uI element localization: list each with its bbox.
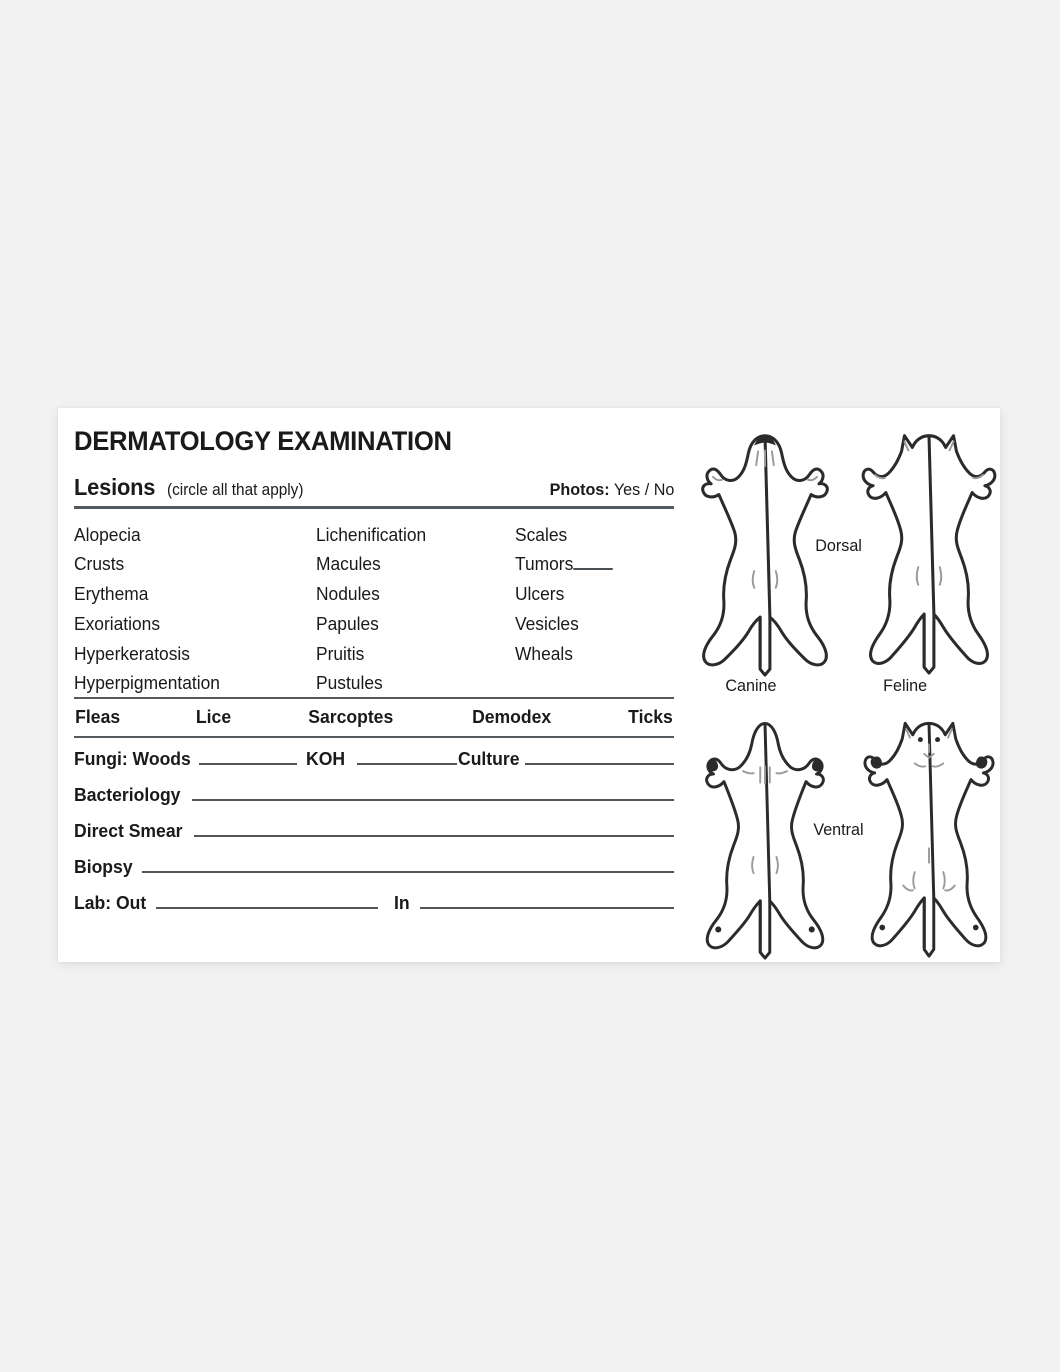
fill-in-lines bbox=[74, 748, 674, 928]
form-panel bbox=[74, 422, 678, 948]
photos-field[interactable] bbox=[549, 480, 674, 500]
lesion-item[interactable]: Exoriations bbox=[74, 612, 161, 634]
lesions-header-row bbox=[74, 474, 674, 501]
parasite-item[interactable]: Fleas bbox=[75, 706, 121, 727]
photos-options[interactable]: Yes / No bbox=[613, 480, 674, 499]
bacteriology-label: Bacteriology bbox=[74, 784, 181, 805]
direct-smear-blank[interactable] bbox=[194, 820, 674, 837]
parasite-item[interactable]: Sarcoptes bbox=[308, 706, 394, 727]
bacteriology-row bbox=[74, 784, 674, 820]
feline-ventral-diagram[interactable] bbox=[854, 710, 1004, 958]
tumors-blank[interactable] bbox=[573, 555, 612, 570]
page-title: DERMATOLOGY EXAMINATION bbox=[74, 426, 452, 456]
lesion-column-3 bbox=[515, 520, 619, 669]
parasite-item[interactable]: Demodex bbox=[471, 706, 551, 727]
parasite-item[interactable]: Lice bbox=[196, 706, 232, 727]
lesion-item[interactable]: Vesicles bbox=[515, 612, 579, 634]
lesion-item[interactable]: Nodules bbox=[316, 583, 380, 605]
lesions-heading-group bbox=[74, 474, 313, 501]
lesion-item[interactable]: Erythema bbox=[74, 583, 149, 605]
lesion-item[interactable]: Macules bbox=[316, 553, 381, 575]
lesion-item[interactable]: Lichenification bbox=[316, 523, 427, 545]
lab-in-label: In bbox=[394, 892, 410, 913]
biopsy-row bbox=[74, 856, 674, 892]
bacteriology-blank[interactable] bbox=[192, 784, 674, 801]
fungi-woods-label: Fungi: Woods bbox=[74, 748, 191, 769]
parasite-item[interactable]: Ticks bbox=[628, 706, 673, 727]
canine-dorsal-label: Canine bbox=[725, 676, 777, 695]
lesion-item-tumors[interactable] bbox=[515, 549, 613, 579]
fungi-woods-blank[interactable] bbox=[199, 748, 297, 765]
fungi-koh-blank[interactable] bbox=[357, 748, 457, 765]
lesions-heading: Lesions bbox=[74, 474, 156, 500]
direct-smear-label: Direct Smear bbox=[74, 820, 183, 841]
lab-out-label: Lab: Out bbox=[74, 892, 147, 913]
lesion-item[interactable]: Hyperkeratosis bbox=[74, 642, 190, 664]
lesion-item[interactable]: Ulcers bbox=[515, 583, 565, 605]
lesion-column-1 bbox=[74, 520, 229, 699]
lesion-item[interactable]: Alopecia bbox=[74, 523, 141, 545]
lab-out-blank[interactable] bbox=[156, 892, 378, 909]
lesion-columns bbox=[74, 520, 674, 692]
lesion-column-2 bbox=[316, 520, 433, 699]
biopsy-blank[interactable] bbox=[142, 856, 674, 873]
fungi-culture-blank[interactable] bbox=[525, 748, 674, 765]
lesion-item[interactable]: Papules bbox=[316, 612, 379, 634]
direct-smear-row bbox=[74, 820, 674, 856]
feline-dorsal-label: Feline bbox=[883, 676, 928, 695]
parasites-divider-bottom bbox=[74, 736, 674, 738]
lesion-item[interactable]: Pruitis bbox=[316, 642, 365, 664]
fungi-culture-label: Culture bbox=[458, 748, 520, 769]
feline-dorsal-diagram[interactable] bbox=[854, 420, 1004, 675]
lesion-item[interactable]: Crusts bbox=[74, 553, 125, 575]
lab-row bbox=[74, 892, 674, 928]
lab-in-blank[interactable] bbox=[420, 892, 675, 909]
fungi-row bbox=[74, 748, 674, 784]
animal-diagram-panel bbox=[682, 414, 1000, 960]
lesion-item[interactable]: Pustules bbox=[316, 672, 383, 694]
dermatology-exam-card bbox=[58, 408, 1000, 962]
lesions-instruction: (circle all that apply) bbox=[166, 481, 303, 499]
fungi-koh-label: KOH bbox=[305, 748, 346, 769]
lesions-divider bbox=[74, 506, 674, 509]
lesion-item[interactable]: Hyperpigmentation bbox=[74, 672, 220, 694]
parasites-row bbox=[74, 701, 674, 731]
biopsy-label: Biopsy bbox=[74, 856, 133, 877]
lesion-item[interactable]: Scales bbox=[515, 523, 568, 545]
ventral-view-label: Ventral bbox=[813, 820, 864, 839]
lesion-item[interactable]: Wheals bbox=[515, 642, 574, 664]
photos-label: Photos: bbox=[549, 480, 610, 499]
lesion-item-label: Tumors bbox=[515, 553, 574, 575]
dorsal-view-label: Dorsal bbox=[815, 536, 862, 555]
